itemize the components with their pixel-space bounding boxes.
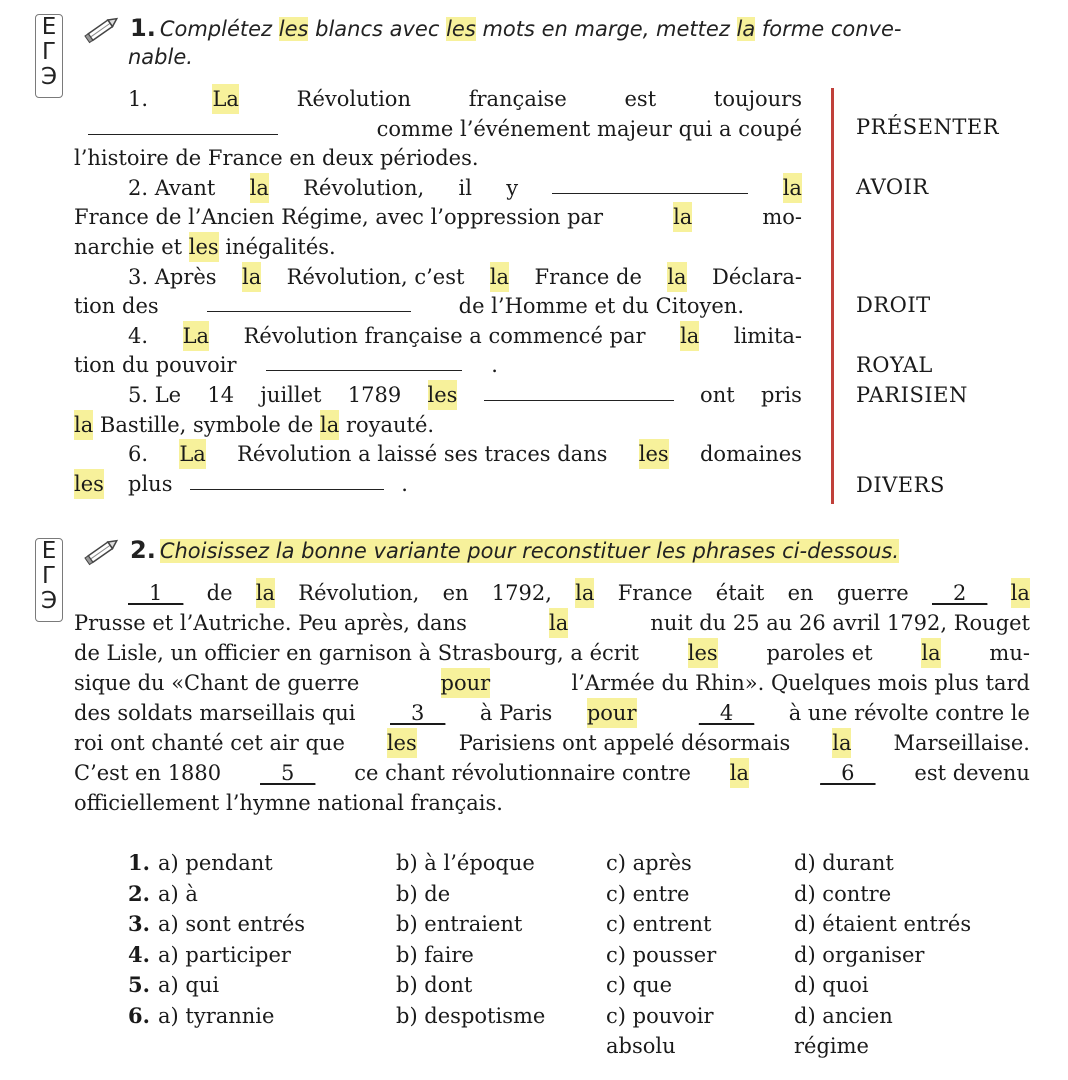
text-segment: y: [506, 175, 519, 200]
option-d: d) organiser: [794, 942, 925, 967]
text-segment: roi ont chanté cet air que: [74, 731, 352, 755]
option-row: [128, 879, 1028, 909]
badge-letter: Э: [40, 64, 58, 90]
title-text: forme conve-: [755, 17, 902, 41]
option-c: c) entre: [606, 881, 690, 906]
text-segment: Marseillaise.: [886, 731, 1030, 755]
text-segment: était: [715, 581, 765, 605]
text-segment: 14: [207, 383, 235, 407]
text-line: [128, 578, 1030, 608]
text-segment: domaines: [693, 442, 802, 467]
text-segment: pris: [760, 383, 802, 407]
highlighted-word: la: [680, 321, 699, 351]
text-segment: Parisiens ont appelé désormais: [452, 731, 797, 755]
highlighted-article: la: [736, 17, 756, 41]
text-segment: 4.: [128, 323, 155, 348]
option-number: 2.: [128, 880, 150, 906]
option-b: b) entraient: [396, 912, 523, 936]
text-segment: 3. Après: [128, 264, 224, 289]
answer-blank: [190, 469, 384, 490]
highlighted-word: pour: [587, 698, 637, 728]
badge-letter: Г: [41, 39, 57, 65]
text-segment: royauté.: [339, 412, 435, 437]
badge-letter: Е: [41, 538, 57, 564]
text-segment: est devenu: [907, 761, 1030, 785]
option-row: [128, 970, 1028, 1000]
option-c: c) pousser: [606, 942, 717, 967]
text-segment: paroles et: [759, 641, 880, 665]
text-segment: l’Armée du Rhin». Quelques mois plus tard: [564, 671, 1030, 695]
text-line: [74, 232, 394, 262]
highlighted-word: la: [242, 262, 261, 292]
option-a: a) qui: [158, 973, 220, 997]
highlighted-word: la: [921, 638, 940, 668]
text-line: [128, 173, 802, 203]
text-segment: plus: [121, 471, 173, 496]
badge-letter: Е: [41, 14, 57, 40]
text-line: [74, 410, 504, 440]
text-segment: limita-: [727, 323, 802, 348]
highlighted-word: La: [179, 439, 205, 469]
text-segment: tion du pouvoir: [74, 353, 237, 378]
option-b: b) à l’époque: [396, 851, 535, 875]
text-segment: mo-: [755, 205, 802, 230]
pencil-icon: [82, 14, 122, 44]
highlighted-article: les: [278, 17, 309, 41]
text-segment: Révolution,: [298, 581, 420, 605]
highlighted-word: la: [832, 728, 851, 758]
text-segment: Révolution française a commencé par: [236, 323, 653, 348]
title-text: Complétez: [159, 17, 279, 41]
option-a: a) à: [158, 881, 198, 906]
text-segment: française: [468, 87, 567, 111]
text-line: [74, 668, 1030, 698]
option-row: [128, 940, 1028, 970]
text-segment: [664, 698, 671, 728]
badge-letter: Г: [41, 563, 57, 589]
option-c: c) que: [606, 973, 673, 997]
numbered-gap: __5__: [260, 761, 316, 785]
highlighted-word: la: [250, 173, 269, 203]
margin-word: ROYAL: [856, 353, 933, 377]
option-d: d) durant: [794, 851, 894, 875]
text-segment: narchie et: [74, 235, 189, 259]
option-d-continued: régime: [794, 1034, 869, 1058]
highlighted-word: les: [639, 439, 669, 469]
option-c: c) entrent: [606, 912, 712, 936]
text-segment: 5. Le: [128, 383, 182, 407]
text-segment: de: [206, 581, 233, 605]
ege-badge-1: [35, 14, 63, 98]
text-line: [74, 788, 1030, 818]
answer-blank: [484, 380, 674, 401]
title-text: blancs avec: [308, 17, 447, 41]
text-segment: nuit du 25 au 26 avril 1792, Rouget: [643, 611, 1030, 635]
margin-word: DROIT: [856, 293, 931, 317]
text-segment: des soldats marseillais qui: [74, 701, 363, 725]
text-segment: sique du «Chant de guerre: [74, 671, 366, 695]
margin-word: PARISIEN: [856, 383, 968, 407]
text-segment: Déclara-: [705, 264, 802, 289]
text-line: [74, 608, 1030, 638]
numbered-gap: __4__: [698, 701, 755, 725]
text-segment: en: [787, 581, 814, 605]
text-line: [128, 439, 802, 469]
option-d: d) quoi: [794, 973, 869, 997]
highlighted-word: la: [730, 758, 749, 788]
text-segment: de l’Homme et du Citoyen.: [458, 294, 744, 319]
option-number: 1.: [128, 850, 150, 875]
text-segment: Bastille, symbole de: [93, 412, 321, 437]
text-segment: à Paris: [473, 701, 560, 725]
margin-word: DIVERS: [856, 473, 945, 497]
option-d: d) ancien: [794, 1003, 893, 1028]
text-segment: est: [624, 87, 657, 111]
option-row-continued: [128, 1031, 1028, 1061]
text-segment: France de: [527, 264, 649, 289]
answer-blank: [88, 114, 278, 135]
text-segment: 6.: [128, 442, 155, 467]
text-segment: 1789: [347, 383, 402, 407]
text-line: [74, 758, 1030, 788]
highlighted-word: pour: [441, 668, 491, 698]
option-a: a) sont entrés: [158, 912, 306, 936]
margin-word: AVOIR: [856, 175, 929, 199]
pencil-icon: [82, 536, 122, 566]
option-number: 3.: [128, 911, 150, 936]
highlighted-word: la: [320, 410, 339, 440]
highlighted-word: La: [183, 321, 209, 351]
option-a: a) tyrannie: [158, 1003, 275, 1028]
text-line: [128, 84, 802, 114]
highlighted-word: les: [74, 469, 104, 499]
text-segment: ce chant révolutionnaire contre: [347, 761, 698, 785]
text-line: [74, 202, 802, 232]
text-segment: guerre: [836, 581, 909, 605]
ege-badge-2: [35, 538, 63, 622]
highlighted-word: la: [575, 578, 594, 608]
text-segment: .: [491, 353, 498, 378]
text-line: [74, 469, 408, 499]
answer-blank: [552, 173, 748, 194]
highlighted-word: la: [1011, 578, 1030, 608]
exercise-instruction: Choisissez la bonne variante pour reconstituer les phrases ci-dessous.: [159, 539, 899, 563]
highlighted-word: la: [783, 173, 802, 203]
highlighted-word: la: [490, 262, 509, 292]
numbered-gap: __6__: [820, 761, 876, 785]
text-segment: 2. Avant: [128, 175, 216, 200]
text-segment: 1.: [128, 87, 155, 111]
highlighted-word: les: [189, 232, 219, 262]
text-segment: .: [401, 471, 408, 496]
option-number: 4.: [128, 941, 150, 967]
option-b: b) faire: [396, 942, 474, 967]
text-segment: Révolution,: [303, 175, 425, 200]
title-text: mots en marge, mettez: [475, 17, 737, 41]
text-segment: mu-: [982, 641, 1030, 665]
highlighted-word: la: [74, 410, 93, 440]
text-segment: France de l’Ancien Régime, avec l’oppression par: [74, 205, 610, 230]
text-segment: officiellement l’hymne national français.: [74, 791, 503, 815]
numbered-gap: __3__: [390, 701, 446, 725]
exercise-number: 2.: [130, 536, 156, 564]
text-segment: [781, 758, 788, 788]
highlighted-word: la: [673, 202, 692, 232]
numbered-gap: __1__: [128, 581, 184, 605]
text-segment: Prusse et l’Autriche. Peu après, dans: [74, 611, 474, 635]
option-number: 5.: [128, 972, 150, 997]
option-number: 6.: [128, 1002, 150, 1028]
highlighted-word: la: [256, 578, 275, 608]
option-b: b) dont: [396, 973, 473, 997]
text-line: [74, 291, 744, 321]
badge-letter: Э: [40, 588, 58, 614]
exercise-number: 1.: [130, 14, 156, 42]
text-segment: Révolution: [296, 87, 411, 111]
option-a: a) participer: [158, 942, 291, 967]
text-segment: l’histoire de France en deux périodes.: [74, 146, 479, 171]
text-segment: juillet: [260, 383, 322, 407]
text-line: [88, 114, 802, 144]
text-segment: à une révolte contre le: [782, 701, 1030, 725]
numbered-gap: __2__: [932, 581, 988, 605]
text-line: [74, 728, 1030, 758]
option-row: [128, 909, 1028, 939]
text-segment: de Lisle, un officier en garnison à Strasbourg, a écrit: [74, 641, 646, 665]
option-b: b) de: [396, 881, 451, 906]
option-d: d) contre: [794, 881, 892, 906]
text-line: [74, 143, 554, 173]
highlighted-word: les: [428, 380, 458, 410]
text-segment: comme l’événement majeur qui a coupé: [376, 116, 802, 141]
answer-blank: [266, 350, 462, 371]
highlighted-word: la: [549, 608, 568, 638]
text-line: [74, 698, 1030, 728]
text-line: [128, 321, 802, 351]
text-line: [128, 380, 802, 410]
option-row: [128, 848, 1028, 878]
text-segment: C’est en 1880: [74, 761, 228, 785]
option-c: c) pouvoir: [606, 1003, 714, 1028]
text-segment: en: [442, 581, 469, 605]
margin-word: PRÉSENTER: [856, 115, 1000, 139]
text-line: [128, 262, 802, 292]
option-row: [128, 1001, 1028, 1031]
option-a: a) pendant: [158, 851, 273, 875]
option-d: d) étaient entrés: [794, 912, 972, 936]
text-segment: tion des: [74, 294, 159, 319]
exercise2-title: [130, 535, 899, 566]
option-c-continued: absolu: [606, 1034, 676, 1058]
answer-blank: [207, 291, 411, 312]
exercise1-title: [130, 13, 1030, 44]
highlighted-word: les: [688, 638, 718, 668]
highlighted-word: la: [667, 262, 686, 292]
text-segment: Révolution a laissé ses traces dans: [230, 442, 615, 467]
highlighted-word: les: [387, 728, 417, 758]
margin-divider: [831, 88, 834, 504]
text-segment: il: [458, 175, 472, 200]
text-segment: Révolution, c’est: [280, 264, 472, 289]
highlighted-article: les: [446, 17, 476, 41]
exercise1-title-cont: nable.: [128, 45, 193, 69]
text-segment: France: [617, 581, 693, 605]
text-segment: 1792,: [491, 581, 552, 605]
option-b: b) despotisme: [396, 1003, 546, 1028]
text-line: [74, 350, 498, 380]
highlighted-word: La: [212, 84, 238, 114]
option-c: c) après: [606, 851, 692, 875]
text-line: [74, 638, 1030, 668]
text-segment: inégalités.: [218, 235, 336, 259]
text-segment: ont: [700, 383, 735, 407]
text-segment: toujours: [713, 87, 802, 111]
